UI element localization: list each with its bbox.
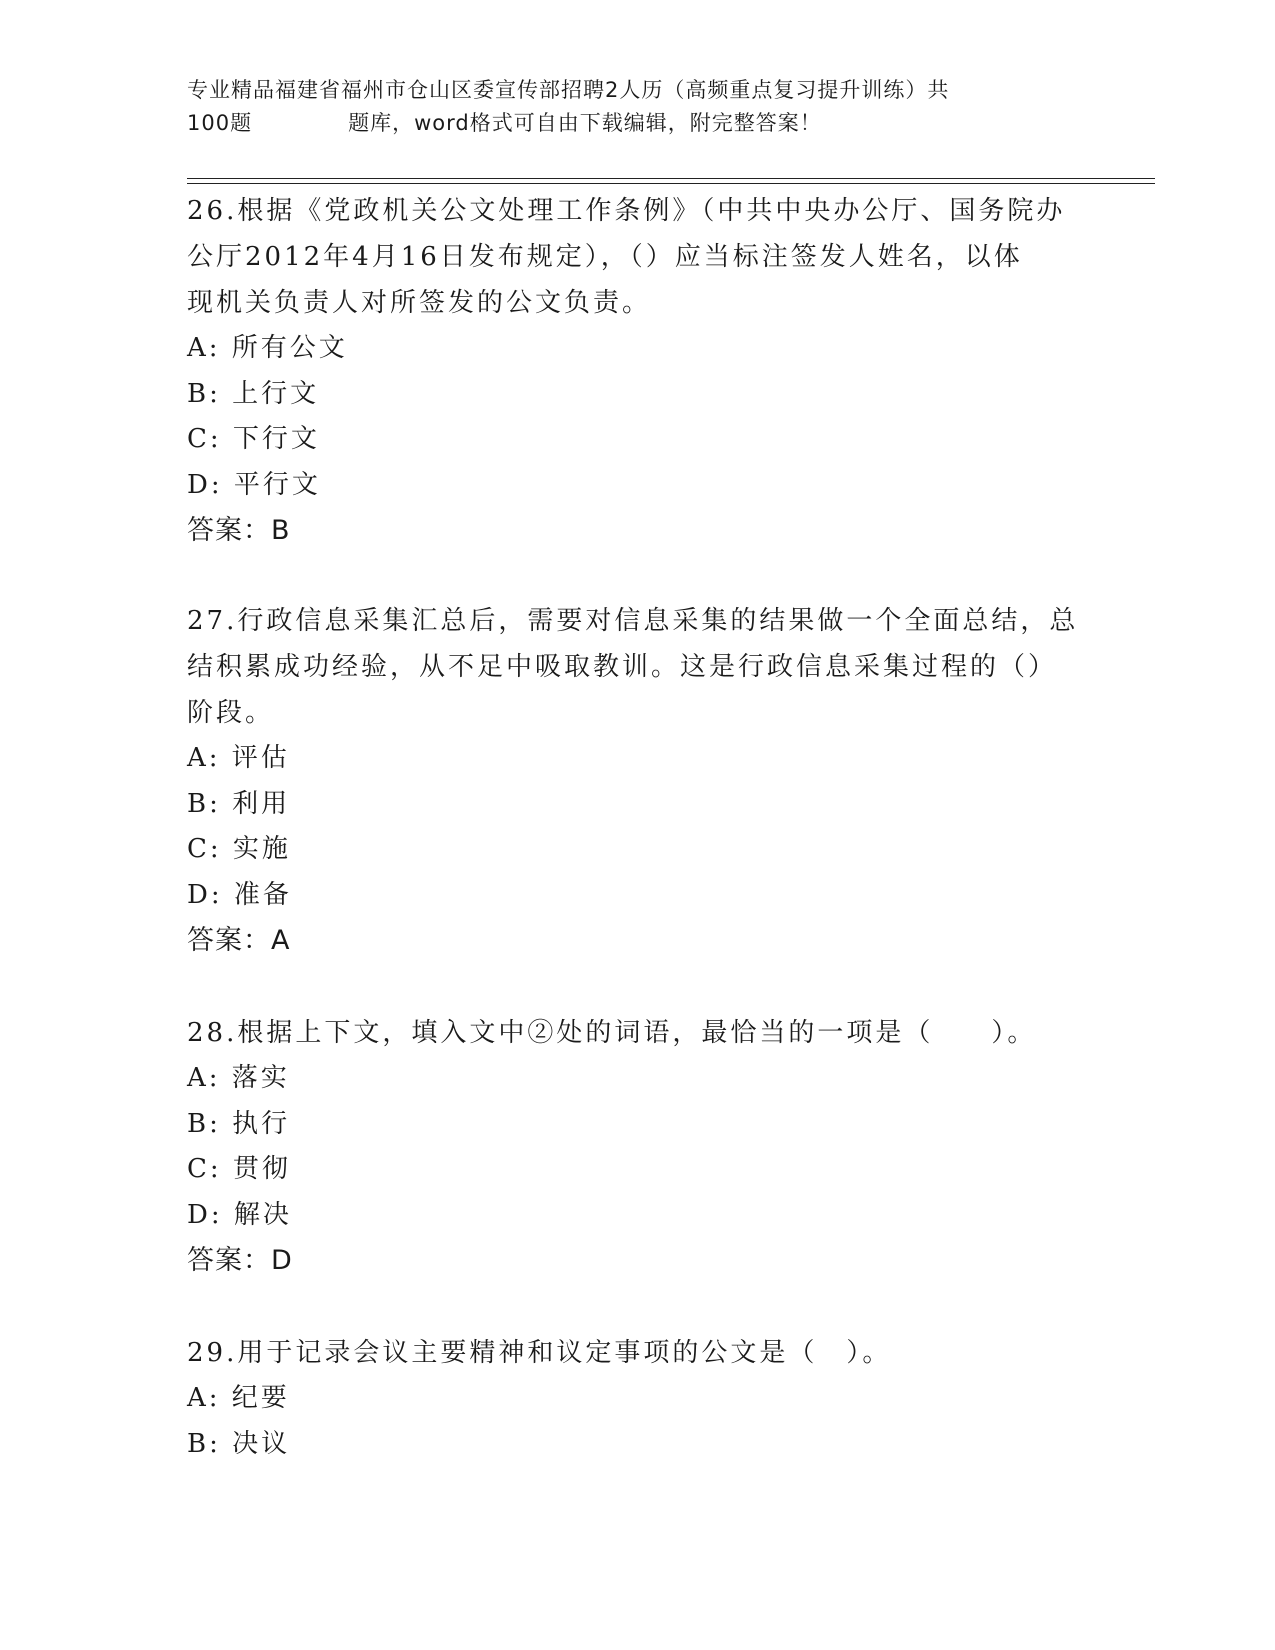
question-29 <box>187 1330 1087 1467</box>
option-a: A: 纪要 <box>187 1383 290 1413</box>
answer-line: 答案：B <box>187 515 291 546</box>
option-c: C: 实施 <box>187 834 291 864</box>
question-stem-line: 29.用于记录会议主要精神和议定事项的公文是（ ）。 <box>187 1338 892 1368</box>
question-stem-line: 结积累成功经验，从不足中吸取教训。这是行政信息采集过程的（） <box>187 652 1058 682</box>
option-b: B: 执行 <box>187 1108 291 1139</box>
header-title-line-2 <box>187 107 1087 140</box>
question-stem-line: 26.根据《党政机关公文处理工作条例》（中共中央办公厅、国务院办 <box>187 196 1066 226</box>
question-stem-line: 28.根据上下文，填入文中②处的词语，最恰当的一项是（ ）。 <box>187 1018 1037 1048</box>
header-description: 题库，word格式可自由下载编辑，附完整答案！ <box>348 111 822 135</box>
option-d: D: 平行文 <box>187 469 321 500</box>
question-stem-line: 阶段。 <box>187 698 275 728</box>
question-stem-line: 现机关负责人对所签发的公文负责。 <box>187 288 652 318</box>
header-divider-bottom <box>187 183 1155 184</box>
option-b: B: 决议 <box>187 1428 291 1459</box>
option-a: A: 所有公文 <box>187 333 348 363</box>
question-28 <box>187 1010 1087 1284</box>
question-stem-line: 27.行政信息采集汇总后，需要对信息采集的结果做一个全面总结，总 <box>187 606 1079 636</box>
question-stem-line: 公厅2012年4月16日发布规定），（）应当标注签发人姓名，以体 <box>187 242 1023 272</box>
option-c: C: 下行文 <box>187 424 320 454</box>
option-b: B: 利用 <box>187 788 291 819</box>
answer-line: 答案：D <box>187 1245 293 1276</box>
header-title-line-1: 专业精品福建省福州市仓山区委宣传部招聘2人历（高频重点复习提升训练）共 <box>187 78 950 102</box>
option-d: D: 解决 <box>187 1199 292 1230</box>
option-a: A: 落实 <box>187 1063 290 1093</box>
document-header <box>187 74 1087 140</box>
header-question-count: 100题 <box>187 111 253 135</box>
option-c: C: 贯彻 <box>187 1154 291 1184</box>
option-b: B: 上行文 <box>187 378 320 409</box>
answer-line: 答案：A <box>187 925 291 956</box>
question-26 <box>187 188 1087 554</box>
option-a: A: 评估 <box>187 743 290 773</box>
question-27 <box>187 598 1087 964</box>
option-d: D: 准备 <box>187 879 292 910</box>
header-divider-top <box>187 178 1155 179</box>
